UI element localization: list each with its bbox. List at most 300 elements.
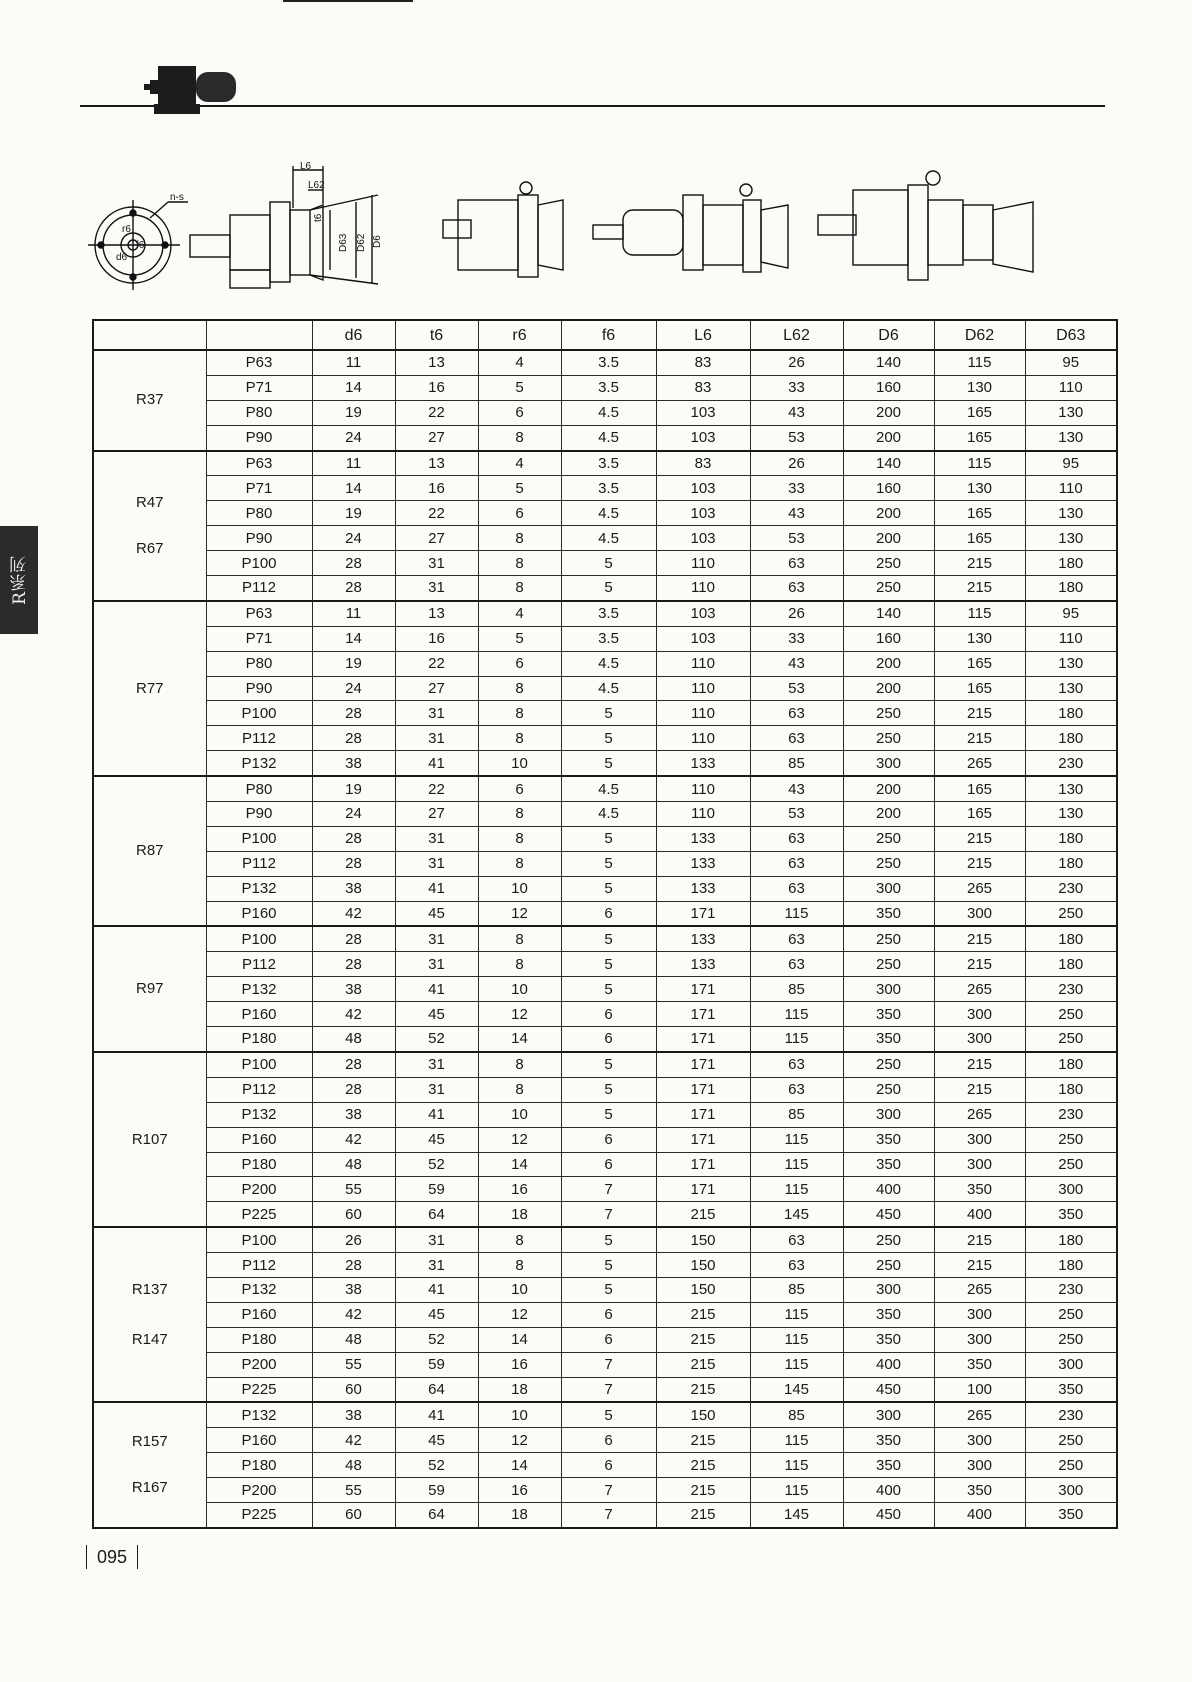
dimension-cell: 215 — [934, 1052, 1025, 1077]
dimension-cell: 33 — [750, 375, 843, 400]
dimension-cell: 5 — [561, 926, 656, 951]
variant-drawing-2 — [443, 182, 563, 277]
dimension-cell: 42 — [312, 1002, 395, 1027]
dimension-cell: 24 — [312, 526, 395, 551]
header-blank-series — [93, 320, 206, 350]
dimension-cell: 63 — [750, 701, 843, 726]
dimension-cell: 215 — [656, 1352, 750, 1377]
dimension-cell: 200 — [843, 400, 934, 425]
dimension-cell: 100 — [934, 1377, 1025, 1402]
dimension-cell: 250 — [1025, 1453, 1117, 1478]
dimension-cell: 8 — [478, 526, 561, 551]
header-D62: D62 — [934, 320, 1025, 350]
dimension-cell: 28 — [312, 851, 395, 876]
dimension-cell: 16 — [478, 1177, 561, 1202]
dimension-cell: 43 — [750, 776, 843, 801]
dimension-cell: 27 — [395, 676, 478, 701]
dimension-cell: 24 — [312, 676, 395, 701]
dimension-cell: 200 — [843, 802, 934, 827]
table-row — [93, 451, 1117, 476]
dimension-cell: 215 — [934, 701, 1025, 726]
dimension-cell: 230 — [1025, 751, 1117, 776]
dimension-cell: 250 — [843, 1077, 934, 1102]
dimension-cell: 115 — [750, 1428, 843, 1453]
dimension-cell: 5 — [561, 851, 656, 876]
dimension-cell: 42 — [312, 1302, 395, 1327]
dimension-cell: 230 — [1025, 1402, 1117, 1427]
dimension-cell: 31 — [395, 1227, 478, 1252]
dimension-cell: 265 — [934, 876, 1025, 901]
motor-size-cell: P80 — [206, 400, 312, 425]
table-row — [93, 400, 1117, 425]
dimension-cell: 130 — [1025, 400, 1117, 425]
dimension-cell: 165 — [934, 526, 1025, 551]
dimension-cell: 400 — [934, 1202, 1025, 1227]
dimension-cell: 3.5 — [561, 451, 656, 476]
dimension-cell: 4.5 — [561, 400, 656, 425]
dimension-cell: 215 — [656, 1302, 750, 1327]
table-row — [93, 1428, 1117, 1453]
motor-size-cell: P90 — [206, 425, 312, 450]
dimension-cell: 6 — [478, 501, 561, 526]
table-row — [93, 876, 1117, 901]
dimension-cell: 16 — [478, 1352, 561, 1377]
dimension-cell: 250 — [1025, 1127, 1117, 1152]
motor-size-cell: P225 — [206, 1202, 312, 1227]
dimension-cell: 200 — [843, 676, 934, 701]
dimension-cell: 63 — [750, 1077, 843, 1102]
dimension-cell: 350 — [934, 1352, 1025, 1377]
dimension-cell: 53 — [750, 425, 843, 450]
dimension-cell: 180 — [1025, 726, 1117, 751]
dimension-cell: 3.5 — [561, 626, 656, 651]
dimension-cell: 115 — [934, 451, 1025, 476]
dimension-cell: 31 — [395, 926, 478, 951]
dimension-cell: 5 — [561, 751, 656, 776]
dimension-cell: 31 — [395, 1253, 478, 1278]
dimension-cell: 215 — [934, 1253, 1025, 1278]
dimension-cell: 215 — [934, 726, 1025, 751]
dimension-cell: 85 — [750, 1402, 843, 1427]
series-name: R77 — [135, 679, 164, 697]
motor-size-cell: P80 — [206, 776, 312, 801]
dimension-cell: 19 — [312, 400, 395, 425]
dimension-cell: 171 — [656, 1052, 750, 1077]
motor-size-cell: P200 — [206, 1352, 312, 1377]
motor-size-cell: P160 — [206, 1127, 312, 1152]
dimension-cell: 38 — [312, 876, 395, 901]
dimension-cell: 130 — [1025, 501, 1117, 526]
dimension-cell: 103 — [656, 601, 750, 626]
motor-size-cell: P180 — [206, 1327, 312, 1352]
dimension-cell: 18 — [478, 1202, 561, 1227]
table-row — [93, 802, 1117, 827]
dimension-cell: 115 — [934, 350, 1025, 375]
spec-table-header — [93, 320, 1117, 350]
dimension-cell: 5 — [561, 876, 656, 901]
dimension-cell: 55 — [312, 1352, 395, 1377]
dimension-cell: 215 — [934, 551, 1025, 576]
dimension-cell: 110 — [656, 776, 750, 801]
dimension-cell: 5 — [478, 375, 561, 400]
dimension-cell: 4.5 — [561, 676, 656, 701]
table-row — [93, 851, 1117, 876]
dimension-cell: 115 — [750, 1302, 843, 1327]
series-cell — [93, 1052, 206, 1227]
dimension-cell: 6 — [561, 1127, 656, 1152]
label-r6: r6 — [122, 224, 131, 235]
dimension-cell: 18 — [478, 1377, 561, 1402]
table-row — [93, 1027, 1117, 1052]
dimension-cell: 43 — [750, 651, 843, 676]
dimension-cell: 110 — [656, 576, 750, 601]
header-r6: r6 — [478, 320, 561, 350]
dimension-cell: 27 — [395, 425, 478, 450]
dimension-cell: 53 — [750, 526, 843, 551]
dimension-cell: 103 — [656, 425, 750, 450]
dimension-cell: 230 — [1025, 876, 1117, 901]
dimension-cell: 60 — [312, 1377, 395, 1402]
dimension-cell: 14 — [312, 375, 395, 400]
page-number-text: 095 — [97, 1546, 128, 1567]
dimension-cell: 115 — [750, 1002, 843, 1027]
series-name: R97 — [135, 980, 164, 998]
top-edge-mark — [283, 0, 413, 2]
dimension-cell: 6 — [561, 1027, 656, 1052]
motor-size-cell: P132 — [206, 876, 312, 901]
dimension-cell: 6 — [478, 400, 561, 425]
dimension-cell: 180 — [1025, 551, 1117, 576]
dimension-cell: 53 — [750, 676, 843, 701]
motor-size-cell: P200 — [206, 1177, 312, 1202]
dimension-cell: 300 — [843, 876, 934, 901]
dimension-cell: 26 — [312, 1227, 395, 1252]
dimension-cell: 63 — [750, 876, 843, 901]
dimension-cell: 110 — [656, 551, 750, 576]
dimension-cell: 300 — [1025, 1177, 1117, 1202]
dimension-cell: 3.5 — [561, 350, 656, 375]
dimension-cell: 133 — [656, 952, 750, 977]
table-row — [93, 977, 1117, 1002]
dimension-cell: 38 — [312, 751, 395, 776]
dimension-cell: 165 — [934, 501, 1025, 526]
dimension-cell: 230 — [1025, 1102, 1117, 1127]
dimension-cell: 28 — [312, 1052, 395, 1077]
dimension-cell: 28 — [312, 1077, 395, 1102]
dimension-cell: 400 — [843, 1352, 934, 1377]
dimension-cell: 38 — [312, 1102, 395, 1127]
table-row — [93, 651, 1117, 676]
spec-table-body — [93, 350, 1117, 1528]
dimension-cell: 350 — [934, 1478, 1025, 1503]
motor-size-cell: P132 — [206, 1402, 312, 1427]
table-row — [93, 526, 1117, 551]
dimension-cell: 110 — [1025, 476, 1117, 501]
dimension-cell: 115 — [750, 1027, 843, 1052]
dimension-cell: 145 — [750, 1502, 843, 1527]
dimension-cell: 48 — [312, 1027, 395, 1052]
dimension-cell: 83 — [656, 350, 750, 375]
dimension-cell: 8 — [478, 676, 561, 701]
dimension-cell: 22 — [395, 400, 478, 425]
dimension-cell: 215 — [656, 1478, 750, 1503]
dimension-cell: 350 — [843, 1152, 934, 1177]
table-row — [93, 1453, 1117, 1478]
dimension-cell: 130 — [1025, 651, 1117, 676]
dimension-cell: 180 — [1025, 1052, 1117, 1077]
dimension-cell: 19 — [312, 776, 395, 801]
dimension-cell: 180 — [1025, 1227, 1117, 1252]
dimension-cell: 110 — [656, 651, 750, 676]
dimension-cell: 110 — [1025, 375, 1117, 400]
dimension-cell: 7 — [561, 1478, 656, 1503]
dimension-cell: 171 — [656, 1077, 750, 1102]
dimension-drawings — [88, 160, 1118, 310]
dimension-cell: 115 — [750, 1478, 843, 1503]
dimension-cell: 45 — [395, 1127, 478, 1152]
table-row — [93, 676, 1117, 701]
dimension-cell: 350 — [1025, 1202, 1117, 1227]
dimension-cell: 41 — [395, 876, 478, 901]
dimension-cell: 110 — [656, 676, 750, 701]
dimension-cell: 7 — [561, 1202, 656, 1227]
dimension-cell: 10 — [478, 1402, 561, 1427]
dimension-cell: 103 — [656, 501, 750, 526]
dimension-cell: 28 — [312, 576, 395, 601]
dimension-cell: 133 — [656, 851, 750, 876]
motor-size-cell: P63 — [206, 451, 312, 476]
dimension-cell: 180 — [1025, 701, 1117, 726]
dimension-cell: 28 — [312, 1253, 395, 1278]
dimension-cell: 400 — [934, 1502, 1025, 1527]
dimension-cell: 130 — [934, 476, 1025, 501]
dimension-cell: 115 — [934, 601, 1025, 626]
dimension-cell: 250 — [843, 701, 934, 726]
motor-size-cell: P132 — [206, 977, 312, 1002]
dimension-cell: 350 — [843, 1002, 934, 1027]
dimension-cell: 115 — [750, 1177, 843, 1202]
dimension-cell: 95 — [1025, 601, 1117, 626]
dimension-cell: 350 — [1025, 1377, 1117, 1402]
dimension-cell: 350 — [843, 1453, 934, 1478]
dimension-cell: 165 — [934, 651, 1025, 676]
header-D6: D6 — [843, 320, 934, 350]
dimension-cell: 60 — [312, 1502, 395, 1527]
dimension-cell: 200 — [843, 501, 934, 526]
dimension-cell: 215 — [656, 1428, 750, 1453]
dimension-cell: 265 — [934, 1102, 1025, 1127]
dimension-cell: 265 — [934, 751, 1025, 776]
dimension-cell: 28 — [312, 701, 395, 726]
page-number — [86, 1545, 148, 1569]
dimension-cell: 8 — [478, 1253, 561, 1278]
motor-size-cell: P112 — [206, 1253, 312, 1278]
dimension-cell: 8 — [478, 1052, 561, 1077]
series-name: R47 — [135, 493, 164, 511]
dimension-cell: 8 — [478, 1227, 561, 1252]
dimension-cell: 31 — [395, 551, 478, 576]
dimension-cell: 171 — [656, 1152, 750, 1177]
series-name: R107 — [131, 1130, 168, 1148]
dimension-cell: 300 — [1025, 1478, 1117, 1503]
table-row — [93, 1202, 1117, 1227]
series-name: R67 — [135, 539, 164, 557]
dimension-cell: 4.5 — [561, 501, 656, 526]
dimension-cell: 110 — [656, 726, 750, 751]
dimension-cell: 12 — [478, 1302, 561, 1327]
dimension-cell: 7 — [561, 1377, 656, 1402]
dimension-cell: 11 — [312, 350, 395, 375]
dimension-cell: 250 — [843, 851, 934, 876]
dimension-cell: 8 — [478, 826, 561, 851]
dimension-cell: 12 — [478, 1002, 561, 1027]
series-cell — [93, 776, 206, 926]
dimension-cell: 215 — [934, 952, 1025, 977]
dimension-cell: 31 — [395, 701, 478, 726]
dimension-cell: 14 — [478, 1453, 561, 1478]
dimension-cell: 265 — [934, 977, 1025, 1002]
dimension-cell: 165 — [934, 802, 1025, 827]
dimension-cell: 6 — [561, 901, 656, 926]
dimension-cell: 140 — [843, 350, 934, 375]
table-row — [93, 576, 1117, 601]
dimension-cell: 300 — [1025, 1352, 1117, 1377]
dimension-cell: 110 — [656, 701, 750, 726]
dimension-cell: 200 — [843, 526, 934, 551]
dimension-cell: 64 — [395, 1202, 478, 1227]
dimension-cell: 110 — [656, 802, 750, 827]
header-D63: D63 — [1025, 320, 1117, 350]
motor-size-cell: P90 — [206, 676, 312, 701]
dimension-cell: 110 — [1025, 626, 1117, 651]
dimension-cell: 63 — [750, 551, 843, 576]
dimension-cell: 171 — [656, 1102, 750, 1127]
dimension-cell: 6 — [478, 651, 561, 676]
dimension-cell: 200 — [843, 651, 934, 676]
dimension-cell: 42 — [312, 1127, 395, 1152]
series-cell — [93, 601, 206, 776]
dimension-cell: 165 — [934, 776, 1025, 801]
dimension-cell: 450 — [843, 1202, 934, 1227]
dimension-cell: 450 — [843, 1377, 934, 1402]
dimension-cell: 13 — [395, 350, 478, 375]
dimension-cell: 31 — [395, 952, 478, 977]
motor-size-cell: P160 — [206, 1428, 312, 1453]
dimension-cell: 33 — [750, 626, 843, 651]
dimension-cell: 8 — [478, 576, 561, 601]
dimension-cell: 48 — [312, 1453, 395, 1478]
dimension-cell: 5 — [561, 1402, 656, 1427]
dimension-cell: 18 — [478, 1502, 561, 1527]
series-cell — [93, 1227, 206, 1402]
dimension-cell: 165 — [934, 676, 1025, 701]
table-row — [93, 375, 1117, 400]
dimension-cell: 22 — [395, 776, 478, 801]
dimension-cell: 63 — [750, 726, 843, 751]
dimension-cell: 130 — [1025, 802, 1117, 827]
dimension-cell: 115 — [750, 1127, 843, 1152]
dimension-cell: 63 — [750, 1052, 843, 1077]
label-L6: L6 — [300, 161, 312, 172]
series-name: R37 — [135, 391, 164, 409]
label-L62: L62 — [308, 180, 325, 191]
motor-size-cell: P112 — [206, 851, 312, 876]
table-row — [93, 901, 1117, 926]
dimension-cell: 14 — [478, 1027, 561, 1052]
variant-drawing-3 — [593, 184, 788, 272]
table-row — [93, 1352, 1117, 1377]
table-row — [93, 1152, 1117, 1177]
dimension-cell: 350 — [843, 1127, 934, 1152]
dimension-cell: 400 — [843, 1177, 934, 1202]
table-row — [93, 726, 1117, 751]
dimension-cell: 33 — [750, 476, 843, 501]
dimension-cell: 31 — [395, 826, 478, 851]
dimension-cell: 85 — [750, 977, 843, 1002]
header-blank-motor — [206, 320, 312, 350]
dimension-cell: 22 — [395, 501, 478, 526]
dimension-cell: 250 — [843, 576, 934, 601]
dimension-cell: 130 — [934, 626, 1025, 651]
dimension-cell: 150 — [656, 1402, 750, 1427]
table-row — [93, 1277, 1117, 1302]
dimension-cell: 150 — [656, 1253, 750, 1278]
dimension-cell: 265 — [934, 1277, 1025, 1302]
side-view-drawing — [190, 166, 378, 288]
dimension-cell: 16 — [395, 476, 478, 501]
dimension-cell: 6 — [561, 1428, 656, 1453]
dimension-cell: 5 — [561, 726, 656, 751]
dimension-cell: 6 — [561, 1327, 656, 1352]
motor-size-cell: P100 — [206, 1052, 312, 1077]
dimension-cell: 171 — [656, 1027, 750, 1052]
table-row — [93, 952, 1117, 977]
page-number-bar-right — [137, 1545, 138, 1569]
dimension-cell: 41 — [395, 751, 478, 776]
series-cell — [93, 926, 206, 1051]
dimension-cell: 59 — [395, 1352, 478, 1377]
dimension-cell: 230 — [1025, 1277, 1117, 1302]
dimension-cell: 28 — [312, 952, 395, 977]
dimension-cell: 250 — [1025, 1027, 1117, 1052]
dimension-cell: 215 — [934, 826, 1025, 851]
dimension-cell: 250 — [843, 952, 934, 977]
dimension-cell: 85 — [750, 1277, 843, 1302]
dimension-cell: 8 — [478, 802, 561, 827]
dimension-cell: 180 — [1025, 851, 1117, 876]
dimension-cell: 4.5 — [561, 651, 656, 676]
dimension-cell: 300 — [843, 751, 934, 776]
motor-size-cell: P225 — [206, 1502, 312, 1527]
dimension-cell: 5 — [561, 977, 656, 1002]
dimension-cell: 130 — [934, 375, 1025, 400]
dimension-cell: 14 — [478, 1152, 561, 1177]
dimension-cell: 300 — [843, 1277, 934, 1302]
dimension-cell: 59 — [395, 1177, 478, 1202]
dimension-cell: 250 — [1025, 901, 1117, 926]
dimension-cell: 350 — [843, 1327, 934, 1352]
dimension-cell: 215 — [934, 1077, 1025, 1102]
dimension-cell: 115 — [750, 1453, 843, 1478]
dimension-cell: 38 — [312, 1277, 395, 1302]
dimension-cell: 13 — [395, 451, 478, 476]
motor-size-cell: P71 — [206, 476, 312, 501]
header-f6: f6 — [561, 320, 656, 350]
motor-size-cell: P180 — [206, 1152, 312, 1177]
series-name: R167 — [131, 1479, 168, 1497]
motor-size-cell: P225 — [206, 1377, 312, 1402]
dimension-cell: 85 — [750, 751, 843, 776]
